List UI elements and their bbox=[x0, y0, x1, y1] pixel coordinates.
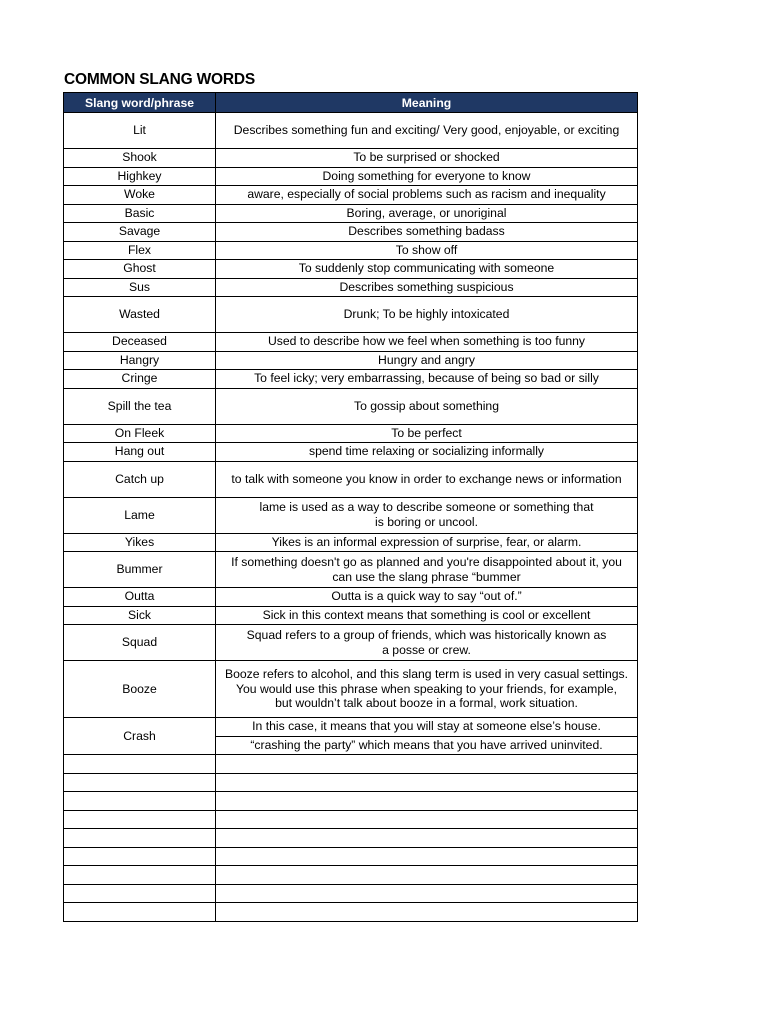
slang-word-cell[interactable]: Basic bbox=[64, 204, 216, 223]
meaning-text: lame is used as a way to describe someone or something that is boring or uncool. bbox=[259, 500, 594, 529]
table-row bbox=[64, 186, 638, 205]
table-row bbox=[64, 443, 638, 462]
table-row bbox=[64, 661, 638, 718]
table-row bbox=[64, 606, 638, 625]
slang-word-cell[interactable]: Wasted bbox=[64, 297, 216, 333]
meaning-cell[interactable]: Sick in this context means that something is cool or excellent bbox=[216, 606, 638, 625]
empty-cell[interactable] bbox=[216, 773, 638, 792]
meaning-cell[interactable]: To be surprised or shocked bbox=[216, 149, 638, 168]
meaning-text: Squad refers to a group of friends, which was historically known as a posse or crew. bbox=[246, 627, 607, 657]
slang-word-cell[interactable]: Yikes bbox=[64, 533, 216, 552]
slang-word-cell[interactable]: Shook bbox=[64, 149, 216, 168]
header-row bbox=[64, 93, 638, 113]
slang-word-cell[interactable]: Woke bbox=[64, 186, 216, 205]
slang-word-cell[interactable]: Sick bbox=[64, 606, 216, 625]
table-row bbox=[64, 297, 638, 333]
meaning-cell[interactable]: Boring, average, or unoriginal bbox=[216, 204, 638, 223]
table-row bbox=[64, 388, 638, 424]
meaning-cell[interactable]: Describes something badass bbox=[216, 223, 638, 242]
table-row bbox=[64, 370, 638, 389]
table-row bbox=[64, 241, 638, 260]
empty-cell[interactable] bbox=[64, 866, 216, 885]
meaning-cell[interactable] bbox=[216, 497, 638, 533]
meaning-cell[interactable]: Yikes is an informal expression of surprise, fear, or alarm. bbox=[216, 533, 638, 552]
empty-cell[interactable] bbox=[64, 829, 216, 848]
table-row bbox=[64, 204, 638, 223]
table-row bbox=[64, 718, 638, 737]
meaning-cell[interactable]: Outta is a quick way to say “out of.” bbox=[216, 588, 638, 607]
table-row bbox=[64, 533, 638, 552]
slang-word-cell[interactable]: Cringe bbox=[64, 370, 216, 389]
meaning-text: If something doesn't go as planned and you're disappointed about it, you can use the slang phrase “bummer bbox=[231, 554, 622, 584]
meaning-cell[interactable] bbox=[216, 661, 638, 718]
empty-row bbox=[64, 847, 638, 866]
empty-cell[interactable] bbox=[216, 792, 638, 811]
empty-row bbox=[64, 884, 638, 903]
empty-row bbox=[64, 810, 638, 829]
empty-cell[interactable] bbox=[216, 866, 638, 885]
empty-row bbox=[64, 903, 638, 922]
empty-cell[interactable] bbox=[64, 773, 216, 792]
meaning-cell[interactable]: Used to describe how we feel when something is too funny bbox=[216, 333, 638, 352]
slang-table bbox=[63, 92, 638, 922]
slang-word-cell[interactable]: Outta bbox=[64, 588, 216, 607]
table-row bbox=[64, 149, 638, 168]
empty-cell[interactable] bbox=[64, 755, 216, 774]
empty-row bbox=[64, 866, 638, 885]
empty-cell[interactable] bbox=[216, 847, 638, 866]
slang-word-cell[interactable]: Squad bbox=[64, 625, 216, 661]
table-row bbox=[64, 588, 638, 607]
table-row bbox=[64, 113, 638, 149]
slang-word-cell[interactable]: Bummer bbox=[64, 552, 216, 588]
meaning-cell[interactable]: Doing something for everyone to know bbox=[216, 167, 638, 186]
empty-cell[interactable] bbox=[216, 829, 638, 848]
slang-word-cell[interactable]: Savage bbox=[64, 223, 216, 242]
slang-word-cell[interactable]: Catch up bbox=[64, 461, 216, 497]
table-row bbox=[64, 497, 638, 533]
meaning-cell[interactable]: To show off bbox=[216, 241, 638, 260]
table-row bbox=[64, 461, 638, 497]
slang-word-cell[interactable]: Sus bbox=[64, 278, 216, 297]
meaning-cell[interactable]: To be perfect bbox=[216, 424, 638, 443]
table-row bbox=[64, 424, 638, 443]
table-row bbox=[64, 260, 638, 279]
meaning-cell[interactable]: To gossip about something bbox=[216, 388, 638, 424]
meaning-cell[interactable]: Describes something suspicious bbox=[216, 278, 638, 297]
empty-cell[interactable] bbox=[64, 903, 216, 922]
meaning-cell[interactable]: aware, especially of social problems such as racism and inequality bbox=[216, 186, 638, 205]
meaning-cell[interactable]: To feel icky; very embarrassing, because of being so bad or silly bbox=[216, 370, 638, 389]
slang-word-cell[interactable]: Highkey bbox=[64, 167, 216, 186]
empty-cell[interactable] bbox=[216, 884, 638, 903]
empty-cell[interactable] bbox=[216, 903, 638, 922]
slang-word-cell[interactable]: Ghost bbox=[64, 260, 216, 279]
slang-word-cell[interactable]: Crash bbox=[64, 718, 216, 755]
empty-cell[interactable] bbox=[216, 755, 638, 774]
empty-row bbox=[64, 773, 638, 792]
empty-cell[interactable] bbox=[64, 792, 216, 811]
slang-word-cell[interactable]: Booze bbox=[64, 661, 216, 718]
meaning-cell[interactable] bbox=[216, 625, 638, 661]
empty-cell[interactable] bbox=[216, 810, 638, 829]
meaning-cell[interactable]: Hungry and angry bbox=[216, 351, 638, 370]
empty-cell[interactable] bbox=[64, 884, 216, 903]
slang-word-cell[interactable]: Hangry bbox=[64, 351, 216, 370]
table-row bbox=[64, 333, 638, 352]
table-row bbox=[64, 223, 638, 242]
empty-cell[interactable] bbox=[64, 847, 216, 866]
empty-row bbox=[64, 755, 638, 774]
column-header-meaning[interactable]: Meaning bbox=[216, 93, 638, 113]
slang-word-cell[interactable]: Lit bbox=[64, 113, 216, 149]
meaning-cell[interactable] bbox=[216, 552, 638, 588]
table-row bbox=[64, 351, 638, 370]
table-row bbox=[64, 625, 638, 661]
meaning-cell[interactable]: to talk with someone you know in order to exchange news or information bbox=[216, 461, 638, 497]
meaning-text: Booze refers to alcohol, and this slang term is used in very casual settings. You would use this phrase when speaking to your friends, for example, but wouldn’t talk about booze in a formal, work situation. bbox=[224, 667, 629, 711]
column-header-slang[interactable]: Slang word/phrase bbox=[64, 93, 216, 113]
slang-word-cell[interactable]: Lame bbox=[64, 497, 216, 533]
table-row bbox=[64, 167, 638, 186]
meaning-cell[interactable]: In this case, it means that you will stay at someone else’s house. bbox=[216, 718, 638, 737]
meaning-cell[interactable]: Describes something fun and exciting/ Very good, enjoyable, or exciting bbox=[216, 113, 638, 149]
meaning-cell[interactable]: “crashing the party” which means that you have arrived uninvited. bbox=[216, 736, 638, 755]
empty-cell[interactable] bbox=[64, 810, 216, 829]
meaning-cell[interactable]: spend time relaxing or socializing informally bbox=[216, 443, 638, 462]
table-row bbox=[64, 552, 638, 588]
slang-word-cell[interactable]: Hang out bbox=[64, 443, 216, 462]
meaning-cell[interactable]: To suddenly stop communicating with someone bbox=[216, 260, 638, 279]
empty-row bbox=[64, 829, 638, 848]
slang-word-cell[interactable]: Spill the tea bbox=[64, 388, 216, 424]
slang-word-cell[interactable]: Flex bbox=[64, 241, 216, 260]
meaning-cell[interactable]: Drunk; To be highly intoxicated bbox=[216, 297, 638, 333]
sheet-title: COMMON SLANG WORDS bbox=[64, 71, 255, 88]
empty-row bbox=[64, 792, 638, 811]
slang-word-cell[interactable]: Deceased bbox=[64, 333, 216, 352]
table-row bbox=[64, 278, 638, 297]
slang-word-cell[interactable]: On Fleek bbox=[64, 424, 216, 443]
